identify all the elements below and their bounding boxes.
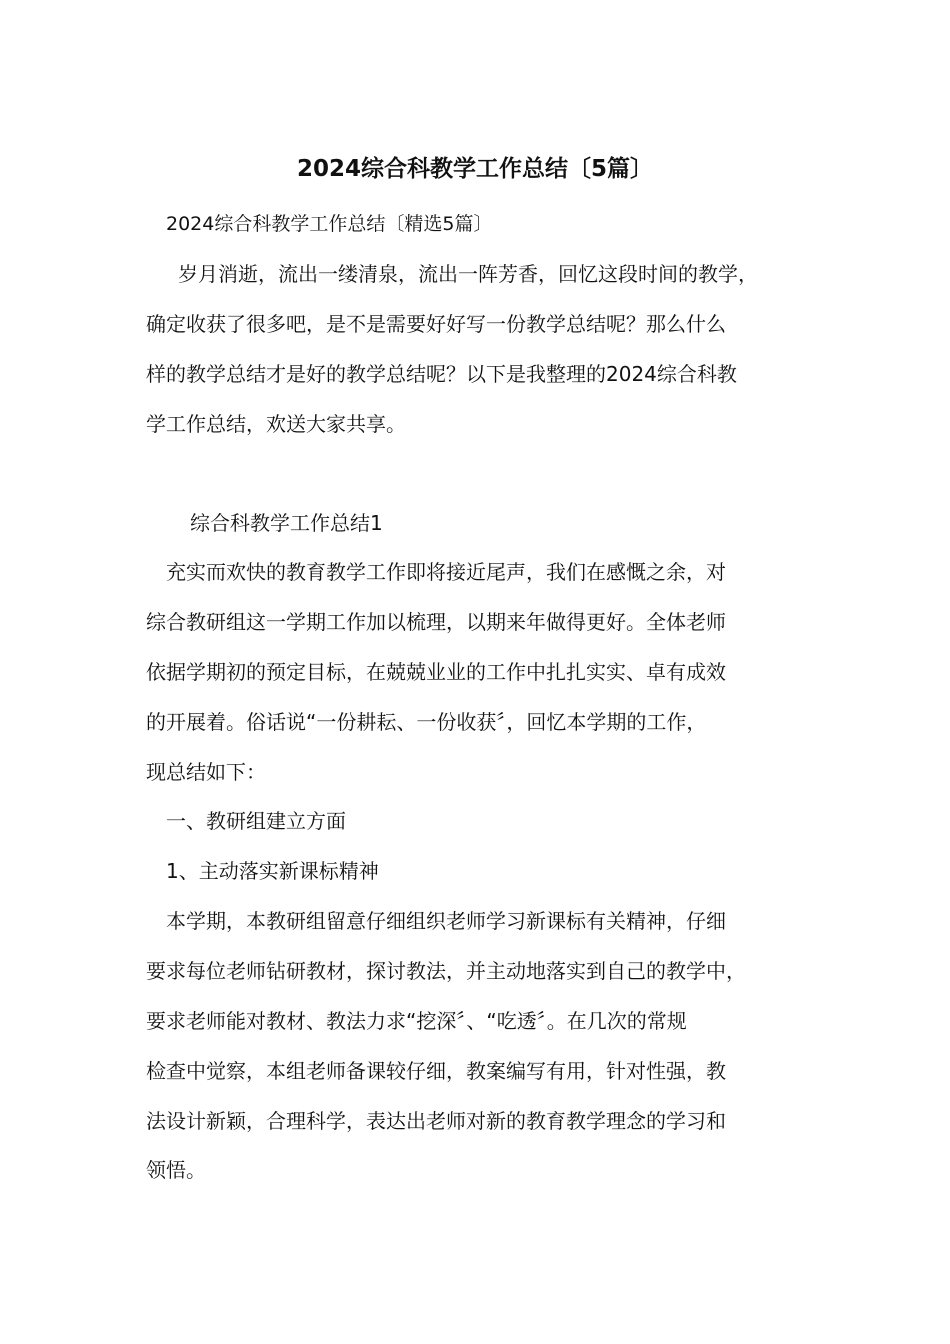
paragraph-line: 现总结如下： xyxy=(146,760,266,784)
paragraph-line: 要求每位老师钻研教材，探讨教法，并主动地落实到自己的教学中， xyxy=(146,959,746,983)
paragraph-line: 检查中觉察，本组老师备课较仔细，教案编写有用，针对性强，教 xyxy=(146,1059,726,1083)
paragraph-line: 领悟。 xyxy=(146,1158,206,1182)
paragraph-line: 依据学期初的预定目标，在兢兢业业的工作中扎扎实实、卓有成效 xyxy=(146,660,726,684)
intro-line: 样的教学总结才是好的教学总结呢？以下是我整理的2024综合科教 xyxy=(146,362,737,386)
paragraph-line: 要求老师能对教材、教法力求“挖深〞、“吃透〞。在几次的常规 xyxy=(146,1009,687,1033)
paragraph-line: 综合教研组这一学期工作加以梳理，以期来年做得更好。全体老师 xyxy=(146,610,726,634)
document-title: 2024综合科教学工作总结〔5篇〕 xyxy=(296,156,654,182)
heading-level2: 1、主动落实新课标精神 xyxy=(166,859,379,883)
paragraph-line: 本学期，本教研组留意仔细组织老师学习新课标有关精神，仔细 xyxy=(166,909,726,933)
paragraph-line: 的开展着。俗话说“一份耕耘、一份收获〞，回忆本学期的工作， xyxy=(146,710,707,734)
intro-line: 学工作总结，欢送大家共享。 xyxy=(146,412,406,436)
heading-level1: 一、教研组建立方面 xyxy=(166,809,346,833)
document-subtitle: 2024综合科教学工作总结〔精选5篇〕 xyxy=(166,213,493,235)
paragraph-line: 法设计新颖，合理科学，表达出老师对新的教育教学理念的学习和 xyxy=(146,1109,726,1133)
intro-line: 确定收获了很多吧，是不是需要好好写一份教学总结呢？那么什么 xyxy=(146,312,726,336)
intro-line: 岁月消逝，流出一缕清泉，流出一阵芳香，回忆这段时间的教学， xyxy=(178,262,758,286)
section-heading: 综合科教学工作总结1 xyxy=(190,511,383,535)
paragraph-line: 充实而欢快的教育教学工作即将接近尾声，我们在感慨之余，对 xyxy=(166,560,726,584)
